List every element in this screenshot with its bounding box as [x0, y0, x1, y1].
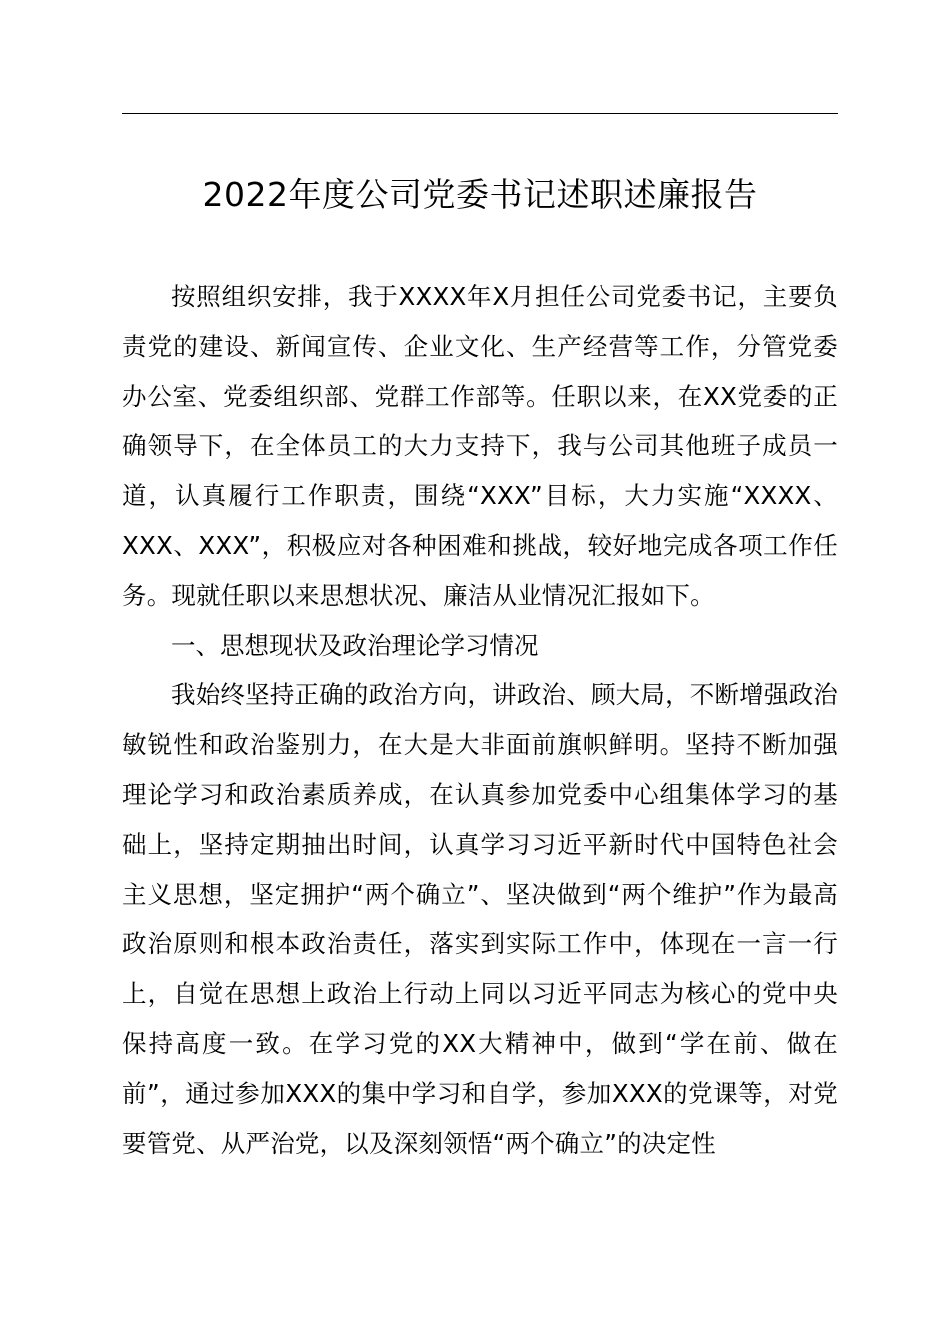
intro-paragraph: 按照组织安排，我于XXXX年X月担任公司党委书记，主要负责党的建设、新闻宣传、企业文化、生产经营等工作，分管党委办公室、党委组织部、党群工作部等。任职以来，在XX党委的正确领导下，在全体员工的大力支持下，我与公司其他班子成员一道，认真履行工作职责，围绕“XXX”目标，大力实施“XXXX、XXX、XXX”，积极应对各种困难和挑战，较好地完成各项工作任务。现就任职以来思想状况、廉洁从业情况汇报如下。: [122, 282, 838, 610]
document-title: 2022年度公司党委书记述职述廉报告: [202, 175, 758, 214]
section-paragraph: 我始终坚持正确的政治方向，讲政治、顾大局，不断增强政治敏锐性和政治鉴别力，在大是大非面前旗帜鲜明。坚持不断加强理论学习和政治素质养成，在认真参加党委中心组集体学习的基础上，坚持定期抽出时间，认真学习习近平新时代中国特色社会主义思想，坚定拥护“两个确立”、坚决做到“两个维护”作为最高政治原则和根本政治责任，落实到实际工作中，体现在一言一行上，自觉在思想上政治上行动上同以习近平同志为核心的党中央保持高度一致。在学习党的XX大精神中，做到“学在前、做在前”，通过参加XXX的集中学习和自学，参加XXX的党课等，对党要管党、从严治党，以及深刻领悟“两个确立”的决定性: [122, 680, 838, 1158]
header-rule: [122, 113, 838, 114]
section-heading: 一、思想现状及政治理论学习情况: [171, 630, 539, 660]
document-body: [122, 272, 838, 1168]
